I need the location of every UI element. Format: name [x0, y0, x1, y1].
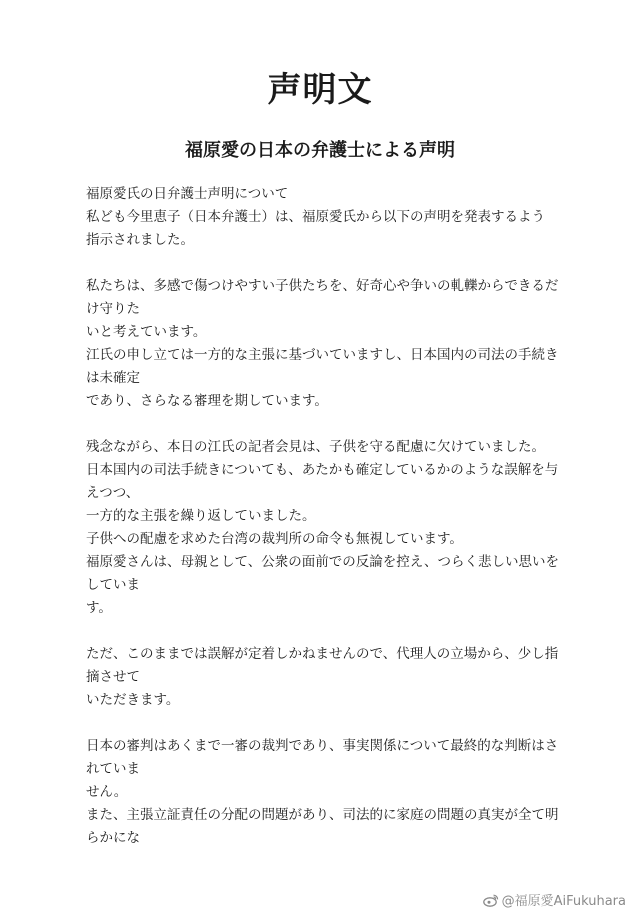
- paragraph-gap: [86, 413, 566, 436]
- text-line: れていま: [86, 761, 140, 777]
- text-line: 福原愛さんは、母親として、公衆の面前での反論を控え、つらく悲しい思いを: [86, 554, 560, 570]
- paragraph-gap: [86, 712, 566, 735]
- text-line: また、主張立証責任の分配の問題があり、司法的に家庭の問題の真実が全て明: [86, 807, 559, 823]
- text-line: け守りた: [86, 301, 140, 317]
- weibo-watermark: [483, 890, 626, 909]
- text-line: は未確定: [86, 370, 140, 386]
- text-line: 指示されました。: [86, 232, 194, 248]
- text-line: す。: [86, 600, 112, 616]
- text-line: 摘させて: [86, 669, 140, 685]
- text-line: ただ、このままでは誤解が定着しかねませんので、代理人の立場から、少し指: [86, 646, 559, 662]
- weibo-icon: [483, 893, 499, 907]
- text-line: 一方的な主張を繰り返していました。: [86, 508, 316, 524]
- watermark-text: @福原愛AiFukuhara: [501, 894, 626, 909]
- text-line: らかにな: [86, 830, 140, 846]
- text-line: いと考えています。: [86, 324, 207, 340]
- page-title: 声明文: [267, 70, 373, 110]
- text-line: 江氏の申し立ては一方的な主張に基づいていますし、日本国内の司法の手続き: [86, 347, 559, 363]
- text-line: 私たちは、多感で傷つけやすい子供たちを、好奇心や争いの軋轢からできるだ: [86, 278, 559, 294]
- text-line: 日本国内の司法手続きについても、あたかも確定しているかのような誤解を与: [86, 462, 559, 478]
- text-line: 私ども今里恵子（日本弁護士）は、福原愛氏から以下の声明を発表するよう: [86, 209, 545, 225]
- text-line: えつつ、: [86, 485, 140, 501]
- paragraph-gap: [86, 620, 566, 643]
- paragraph-gap: [86, 252, 566, 275]
- statement-body: [86, 183, 566, 850]
- text-line: 子供への配慮を求めた台湾の裁判所の命令も無視しています。: [86, 531, 463, 547]
- text-line: せん。: [86, 784, 128, 800]
- text-line: 日本の審判はあくまで一審の裁判であり、事実関係について最終的な判断はさ: [86, 738, 559, 754]
- subtitle: 福原愛の日本の弁護士による声明: [185, 140, 455, 161]
- text-line: 福原愛氏の日弁護士声明について: [86, 186, 289, 202]
- text-line: していま: [86, 577, 140, 593]
- text-line: であり、さらなる審理を期しています。: [86, 393, 328, 409]
- text-line: 残念ながら、本日の江氏の記者会見は、子供を守る配慮に欠けていました。: [86, 439, 545, 455]
- text-line: いただきます。: [86, 692, 180, 708]
